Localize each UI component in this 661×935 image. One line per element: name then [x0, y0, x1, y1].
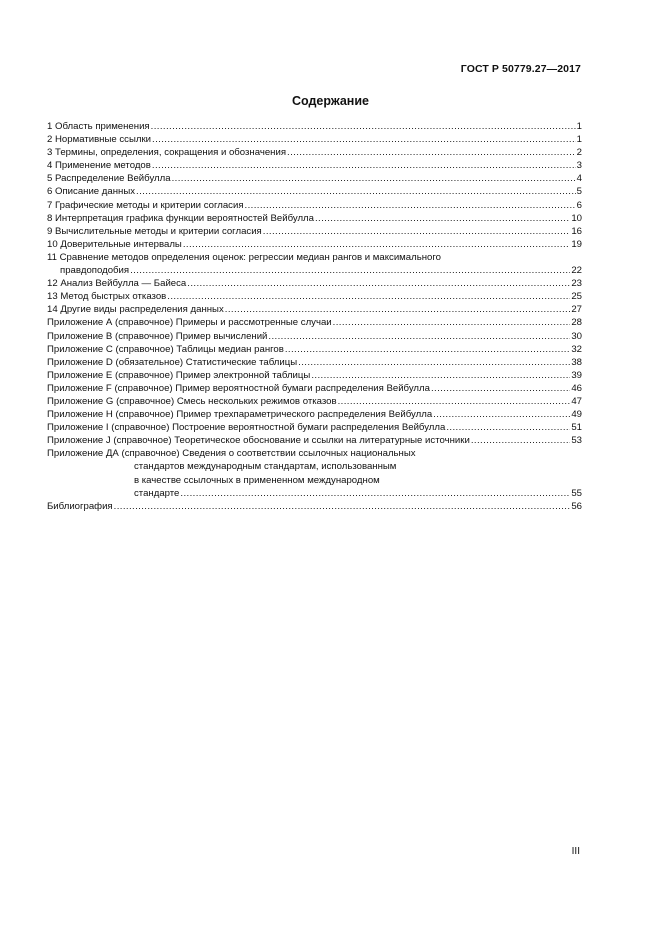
- toc-entry-label: Приложение G (справочное) Смесь нескольких режимов отказов: [47, 395, 337, 407]
- dot-leader: [172, 172, 576, 185]
- dot-leader: [180, 487, 570, 500]
- toc-entry-page: 1: [576, 134, 582, 146]
- dot-leader: [287, 146, 576, 159]
- toc-entry[interactable]: [47, 120, 582, 133]
- toc-entry-page: 10: [571, 212, 582, 224]
- toc-entry-label: Приложение А (справочное) Примеры и рассмотренные случаи: [47, 317, 332, 329]
- toc-entry-continuation: стандартов международным стандартам, использованным: [134, 461, 397, 473]
- toc-entry[interactable]: [47, 434, 582, 447]
- toc-entry-label: 8 Интерпретация графика функции вероятностей Вейбулла: [47, 212, 314, 224]
- toc-entry-label: 1 Область применения: [47, 121, 150, 132]
- toc-entry[interactable]: [47, 133, 582, 146]
- dot-leader: [311, 369, 570, 382]
- toc-entry-page: 25: [571, 291, 582, 303]
- toc-entry-label: 10 Доверительные интервалы: [47, 238, 182, 250]
- toc-entry[interactable]: [47, 500, 582, 513]
- dot-leader: [333, 316, 571, 329]
- toc-entry-page: 23: [571, 278, 582, 290]
- dot-leader: [433, 408, 570, 421]
- toc-entry-first-line: Приложение ДА (справочное) Сведения о соответствии ссылочных национальных: [47, 448, 416, 460]
- toc-entry-continuation: в качестве ссылочных в примененном международном: [134, 474, 380, 486]
- toc-entry-label: Приложение Е (справочное) Пример электронной таблицы: [47, 369, 311, 381]
- toc-entry[interactable]: [47, 225, 582, 238]
- toc-entry-label: Приложение J (справочное) Теоретическое обоснование и ссылки на литературные источники: [47, 435, 470, 447]
- toc-entry[interactable]: [47, 343, 582, 356]
- toc-entry[interactable]: [47, 447, 582, 499]
- toc-entry[interactable]: [47, 316, 582, 329]
- toc-entry-page: 47: [571, 395, 582, 407]
- dot-leader: [167, 290, 570, 303]
- toc-entry[interactable]: [47, 199, 582, 212]
- document-code: ГОСТ Р 50779.27—2017: [460, 63, 581, 75]
- toc-entry-label: 13 Метод быстрых отказов: [47, 291, 167, 303]
- toc-entry-page: 30: [571, 330, 582, 342]
- table-of-contents: [47, 120, 582, 513]
- dot-leader: [446, 421, 570, 434]
- toc-entry-label: Приложение С (справочное) Таблицы медиан рангов: [47, 343, 284, 355]
- dot-leader: [136, 185, 576, 198]
- toc-entry-page: 27: [571, 304, 582, 316]
- dot-leader: [130, 264, 570, 277]
- dot-leader: [431, 382, 570, 395]
- dot-leader: [471, 434, 571, 447]
- toc-entry-page: 55: [571, 487, 582, 499]
- toc-entry-page: 19: [571, 238, 582, 250]
- toc-entry-label: 9 Вычислительные методы и критерии согласия: [47, 225, 262, 237]
- toc-entry-page: 53: [571, 435, 582, 447]
- toc-entry[interactable]: [47, 172, 582, 185]
- toc-entry-page: 4: [576, 173, 582, 185]
- toc-entry-page: 6: [576, 199, 582, 211]
- toc-entry-label: Приложение D (обязательное) Статистические таблицы: [47, 356, 298, 368]
- toc-entry-label: Приложение Н (справочное) Пример трехпараметрического распределения Вейбулла: [47, 409, 433, 421]
- toc-entry[interactable]: [47, 277, 582, 290]
- toc-entry[interactable]: [47, 212, 582, 225]
- toc-entry-page: 22: [571, 265, 582, 277]
- toc-entry-page: 51: [571, 422, 582, 434]
- toc-entry-page: 1: [576, 121, 582, 132]
- dot-leader: [298, 356, 570, 369]
- toc-entry-label: 3 Термины, определения, сокращения и обозначения: [47, 147, 287, 159]
- toc-entry-label: Приложение F (справочное) Пример вероятностной бумаги распределения Вейбулла: [47, 382, 430, 394]
- toc-entry-page: 39: [571, 369, 582, 381]
- toc-entry-label: 5 Распределение Вейбулла: [47, 173, 171, 185]
- toc-entry-page: 16: [571, 225, 582, 237]
- toc-entry[interactable]: [47, 290, 582, 303]
- toc-entry-label: 4 Применение методов: [47, 160, 151, 172]
- dot-leader: [187, 277, 570, 290]
- toc-entry-label: правдоподобия: [60, 265, 130, 277]
- toc-entry[interactable]: [47, 356, 582, 369]
- toc-entry[interactable]: [47, 382, 582, 395]
- toc-entry-page: 38: [571, 356, 582, 368]
- toc-entry[interactable]: [47, 238, 582, 251]
- dot-leader: [183, 238, 571, 251]
- toc-entry[interactable]: [47, 159, 582, 172]
- toc-entry-label: Приложение I (справочное) Построение вероятностной бумаги распределения Вейбулла: [47, 422, 446, 434]
- toc-entry[interactable]: [47, 303, 582, 316]
- toc-entry-page: 32: [571, 343, 582, 355]
- toc-entry[interactable]: [47, 146, 582, 159]
- dot-leader: [151, 120, 576, 133]
- toc-entry-page: 46: [571, 382, 582, 394]
- dot-leader: [152, 133, 576, 146]
- toc-entry[interactable]: [47, 408, 582, 421]
- dot-leader: [315, 212, 570, 225]
- dot-leader: [268, 330, 570, 343]
- dot-leader: [152, 159, 576, 172]
- toc-entry-label: стандарте: [134, 487, 180, 499]
- toc-entry-page: 3: [576, 160, 582, 172]
- toc-entry-label: 12 Анализ Вейбулла — Байеса: [47, 278, 187, 290]
- dot-leader: [114, 500, 571, 513]
- toc-entry-page: 2: [576, 147, 582, 159]
- toc-entry[interactable]: [47, 185, 582, 198]
- toc-entry-label: 6 Описание данных: [47, 186, 136, 198]
- toc-entry-page: 56: [571, 500, 582, 512]
- toc-entry[interactable]: [47, 330, 582, 343]
- toc-entry-label: 7 Графические методы и критерии согласия: [47, 199, 244, 211]
- dot-leader: [263, 225, 571, 238]
- toc-entry[interactable]: [47, 395, 582, 408]
- toc-entry-label: Приложение В (справочное) Пример вычислений: [47, 330, 268, 342]
- toc-entry[interactable]: [47, 369, 582, 382]
- toc-entry-page: 5: [576, 186, 582, 198]
- dot-leader: [225, 303, 571, 316]
- dot-leader: [245, 199, 576, 212]
- toc-entry-label: Библиография: [47, 500, 113, 512]
- dot-leader: [285, 343, 570, 356]
- toc-entry-label: 14 Другие виды распределения данных: [47, 304, 224, 316]
- page-number: III: [571, 846, 580, 857]
- toc-title: Содержание: [291, 94, 369, 108]
- toc-entry-page: 49: [571, 409, 582, 421]
- toc-entry-first-line: 11 Сравнение методов определения оценок: регрессии медиан рангов и максимального: [47, 251, 441, 263]
- toc-entry-label: 2 Нормативные ссылки: [47, 134, 152, 146]
- toc-entry-page: 28: [571, 317, 582, 329]
- toc-entry[interactable]: [47, 251, 582, 277]
- toc-entry[interactable]: [47, 421, 582, 434]
- dot-leader: [338, 395, 571, 408]
